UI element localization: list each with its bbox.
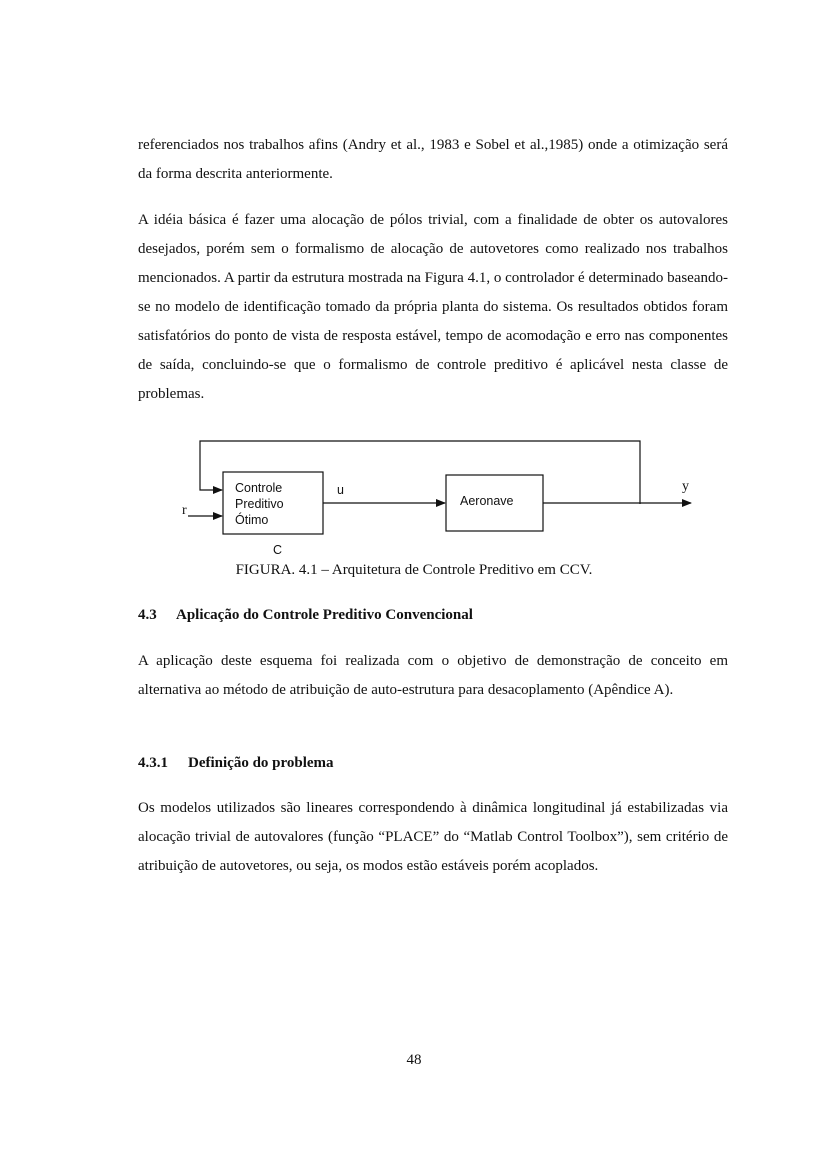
paragraph-application: A aplicação deste esquema foi realizada com o objetivo de demonstração de conceito em alternativa ao método de atribuição de auto-estrutura para desacoplamento (Apêndice A). — [138, 653, 728, 698]
paragraph-basic-idea: A idéia básica é fazer uma alocação de pólos trivial, com a finalidade de obter os autovalores desejados, porém sem o formalismo de alocação de autovetores como realizado nos trabalhos mencionados. A partir da estrutura mostrada na Figura 4.1, o controlador é determinado baseando-se no modelo de identificação tomado da própria planta do sistema. Os resultados obtidos foram satisfatórios do ponto de vista de resposta estável, tempo de acomodação e erro nas componentes de saída, concluindo-se que o formalismo de controle preditivo é aplicável nesta classe de problemas. — [138, 212, 728, 402]
controller-label-line3: Ótimo — [235, 513, 269, 527]
controller-tag: C — [273, 543, 283, 557]
paragraph-intro-continuation: referenciados nos trabalhos afins (Andry et al., 1983 e Sobel et al.,1985) onde a otimização será da forma descrita anteriormente. — [138, 137, 728, 182]
section-title: Aplicação do Controle Preditivo Convencional — [176, 607, 473, 623]
plant-label: Aeronave — [460, 494, 514, 508]
output-label: y — [682, 479, 689, 494]
controller-label-line1: Controle — [235, 481, 283, 495]
subsection-heading — [138, 753, 334, 773]
subsection-number: 4.3.1 — [138, 755, 168, 771]
control-signal-label: u — [337, 483, 344, 497]
paragraph-problem-definition: Os modelos utilizados são lineares correspondendo à dinâmica longitudinal já estabilizadas via alocação trivial de autovalores (função “PLACE” do “Matlab Control Toolbox”), sem critério de atribuição de autovetores, ou seja, os modos estão estáveis porém acoplados. — [138, 800, 728, 874]
section-number: 4.3 — [138, 607, 157, 623]
section-heading — [138, 605, 473, 625]
subsection-title: Definição do problema — [188, 755, 334, 771]
page-number: 48 — [406, 1052, 422, 1068]
controller-label-line2: Preditivo — [235, 497, 284, 511]
figure-caption: FIGURA. 4.1 – Arquitetura de Controle Preditivo em CCV. — [235, 562, 593, 578]
reference-input-label: r — [182, 503, 187, 518]
